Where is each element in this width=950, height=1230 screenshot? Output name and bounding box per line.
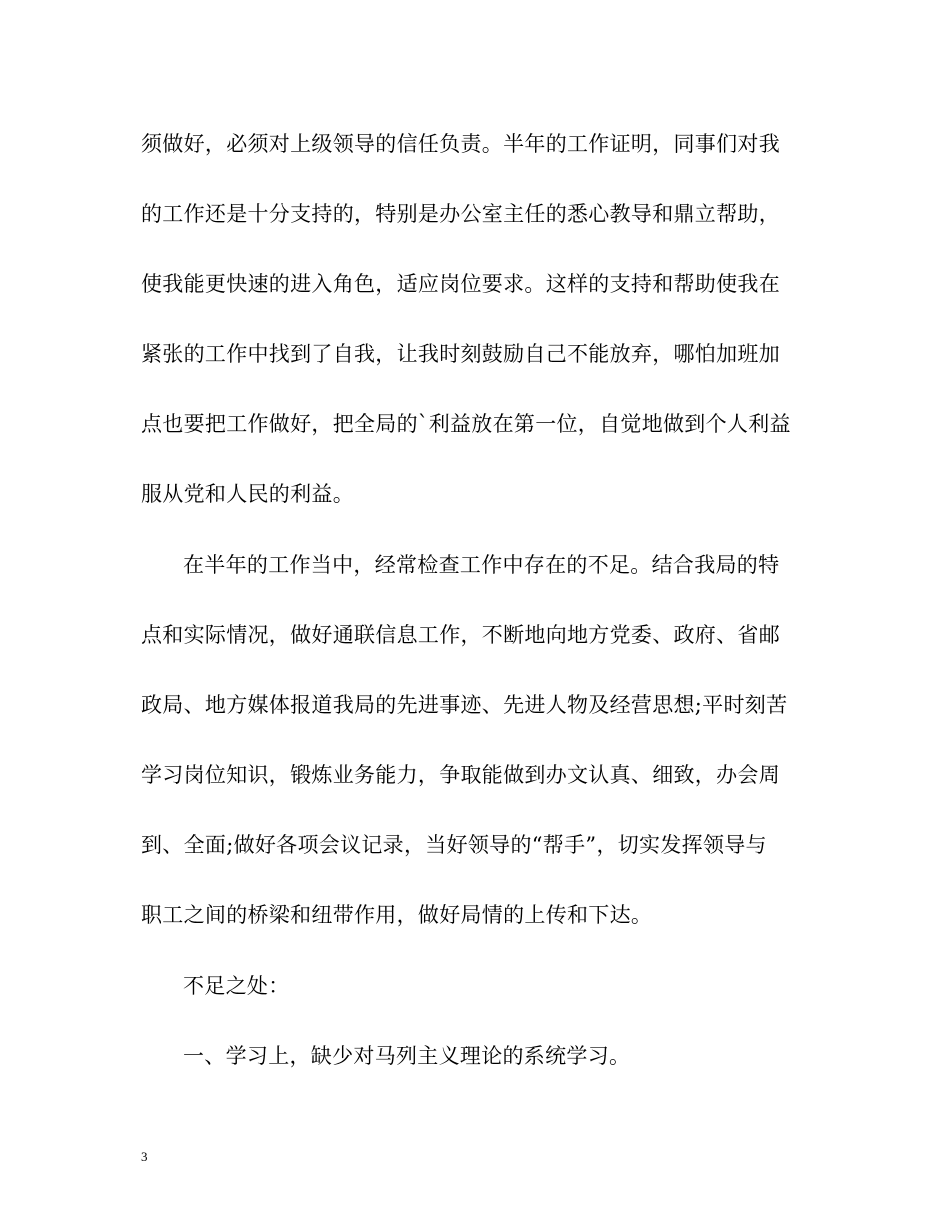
text-line: 使我能更快速的进入角色，适应岗位要求。这样的支持和帮助使我在 — [141, 272, 780, 296]
text-line: 点也要把工作做好，把全局的`利益放在第一位，自觉地做到个人利益 — [141, 412, 791, 436]
page-number: 3 — [141, 1149, 148, 1164]
text-line: 须做好，必须对上级领导的信任负责。半年的工作证明，同事们对我 — [141, 132, 780, 156]
text-line: 紧张的工作中找到了自我，让我时刻鼓励自己不能放弃，哪怕加班加 — [141, 342, 780, 366]
text-line: 的工作还是十分支持的，特别是办公室主任的悉心教导和鼎立帮助， — [141, 202, 780, 226]
text-line: 政局、地方媒体报道我局的先进事迹、先进人物及经营思想;平时刻苦 — [141, 693, 788, 717]
section-heading: 不足之处： — [183, 974, 290, 998]
list-item: 一、学习上，缺少对马列主义理论的系统学习。 — [183, 1044, 631, 1068]
text-line: 点和实际情况，做好通联信息工作，不断地向地方党委、政府、省邮 — [141, 623, 780, 647]
paragraph-first-line: 在半年的工作当中，经常检查工作中存在的不足。结合我局的特 — [183, 553, 780, 577]
text-line: 职工之间的桥梁和纽带作用，做好局情的上传和下达。 — [141, 903, 653, 927]
text-line: 到、全面;做好各项会议记录，当好领导的“帮手”，切实发挥领导与 — [141, 833, 767, 857]
text-line: 服从党和人民的利益。 — [141, 482, 354, 506]
text-line: 学习岗位知识，锻炼业务能力，争取能做到办文认真、细致，办会周 — [141, 763, 780, 787]
